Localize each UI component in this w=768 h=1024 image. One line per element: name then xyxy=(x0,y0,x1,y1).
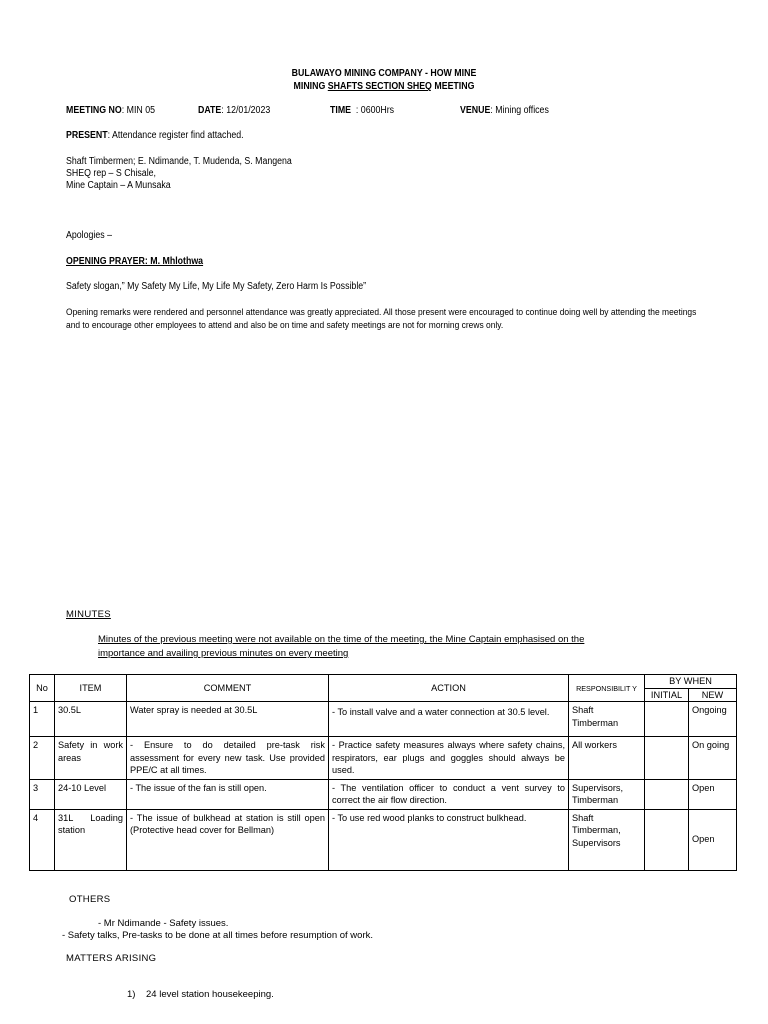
table-row xyxy=(30,809,737,870)
meeting-venue: VENUE: Mining offices xyxy=(460,105,549,116)
cell-item: 24-10 Level xyxy=(55,779,127,809)
meeting-no: MEETING NO: MIN 05 xyxy=(66,105,156,116)
cell-item: 31L Loading station xyxy=(55,809,127,870)
matters-arising-heading: MATTERS ARISING xyxy=(66,953,157,964)
others-line-1: - Mr Ndimande - Safety issues. xyxy=(98,918,229,929)
table-row xyxy=(30,702,737,737)
header-comment: COMMENT xyxy=(127,675,329,702)
cell-no: 4 xyxy=(30,809,55,870)
header-initial: INITIAL xyxy=(645,688,689,702)
cell-action: - Practice safety measures always where safety chains, respirators, ear plugs and goggles should always be used. xyxy=(329,737,569,780)
meeting-date: DATE: 12/01/2023 xyxy=(198,105,271,116)
header-by-when: BY WHEN xyxy=(645,675,737,689)
table-header-row xyxy=(30,675,737,689)
cell-new: Open xyxy=(689,809,737,870)
cell-initial xyxy=(645,702,689,737)
header-item: ITEM xyxy=(55,675,127,702)
cell-new: Open xyxy=(689,779,737,809)
cell-comment: - Ensure to do detailed pre-task risk assessment for every new task. Use provided PPE/C at all times. xyxy=(127,737,329,780)
cell-action: - The ventilation officer to conduct a vent survey to correct the air flow direction. xyxy=(329,779,569,809)
cell-initial xyxy=(645,737,689,780)
cell-new: On going xyxy=(689,737,737,780)
cell-no: 2 xyxy=(30,737,55,780)
cell-responsibility: Shaft Timberman xyxy=(569,702,645,737)
present-name-3: Mine Captain – A Munsaka xyxy=(66,180,171,191)
cell-responsibility: Shaft Timberman, Supervisors xyxy=(569,809,645,870)
minutes-note-line-2: importance and availing previous minutes on every meeting xyxy=(98,648,349,659)
cell-no: 1 xyxy=(30,702,55,737)
safety-slogan: Safety slogan,” My Safety My Life, My Life My Safety, Zero Harm Is Possible” xyxy=(66,281,367,292)
opening-remarks: Opening remarks were rendered and personnel attendance was greatly appreciated. All those present were encouraged to continue doing well by attending the meetings and to encourage other employees to attend and also be on time and safety meetings are not for morning crews only. xyxy=(66,307,697,331)
others-heading: OTHERS xyxy=(69,894,111,905)
header-no: No xyxy=(30,675,55,702)
cell-responsibility: All workers xyxy=(569,737,645,780)
minutes-heading: MINUTES xyxy=(66,609,111,620)
cell-action: - To use red wood planks to construct bulkhead. xyxy=(329,809,569,870)
company-heading: BULAWAYO MINING COMPANY - HOW MINE xyxy=(291,68,477,79)
cell-comment: - The issue of bulkhead at station is still open (Protective head cover for Bellman) xyxy=(127,809,329,870)
present-name-1: Shaft Timbermen; E. Ndimande, T. Mudenda, S. Mangena xyxy=(66,156,292,167)
cell-comment: - The issue of the fan is still open. xyxy=(127,779,329,809)
minutes-table xyxy=(29,674,737,871)
table-row xyxy=(30,737,737,780)
cell-initial xyxy=(645,779,689,809)
present-line: PRESENT: Attendance register find attached. xyxy=(66,130,244,141)
header-action: ACTION xyxy=(329,675,569,702)
header-new: NEW xyxy=(689,688,737,702)
cell-no: 3 xyxy=(30,779,55,809)
meeting-time: TIME : 0600Hrs xyxy=(330,105,395,116)
cell-comment: Water spray is needed at 30.5L xyxy=(127,702,329,737)
cell-item: 30.5L xyxy=(55,702,127,737)
apologies: Apologies – xyxy=(66,230,112,241)
others-line-2: - Safety talks, Pre-tasks to be done at all times before resumption of work. xyxy=(62,930,373,941)
header-responsibility: RESPONSIBILIT Y xyxy=(569,675,645,702)
cell-new: Ongoing xyxy=(689,702,737,737)
table-row xyxy=(30,779,737,809)
cell-item: Safety in work areas xyxy=(55,737,127,780)
minutes-note-line-1: Minutes of the previous meeting were not available on the time of the meeting, the Mine Captain emphasised on the xyxy=(98,634,585,645)
cell-action: - To install valve and a water connection at 30.5 level. xyxy=(329,702,569,737)
meeting-title: MINING SHAFTS SECTION SHEQ MEETING xyxy=(293,81,475,92)
matters-arising-item-1: 1) 24 level station housekeeping. xyxy=(127,989,274,1000)
cell-initial xyxy=(645,809,689,870)
present-name-2: SHEQ rep – S Chisale, xyxy=(66,168,156,179)
cell-responsibility: Supervisors, Timberman xyxy=(569,779,645,809)
opening-prayer: OPENING PRAYER: M. Mhlothwa xyxy=(66,256,204,267)
